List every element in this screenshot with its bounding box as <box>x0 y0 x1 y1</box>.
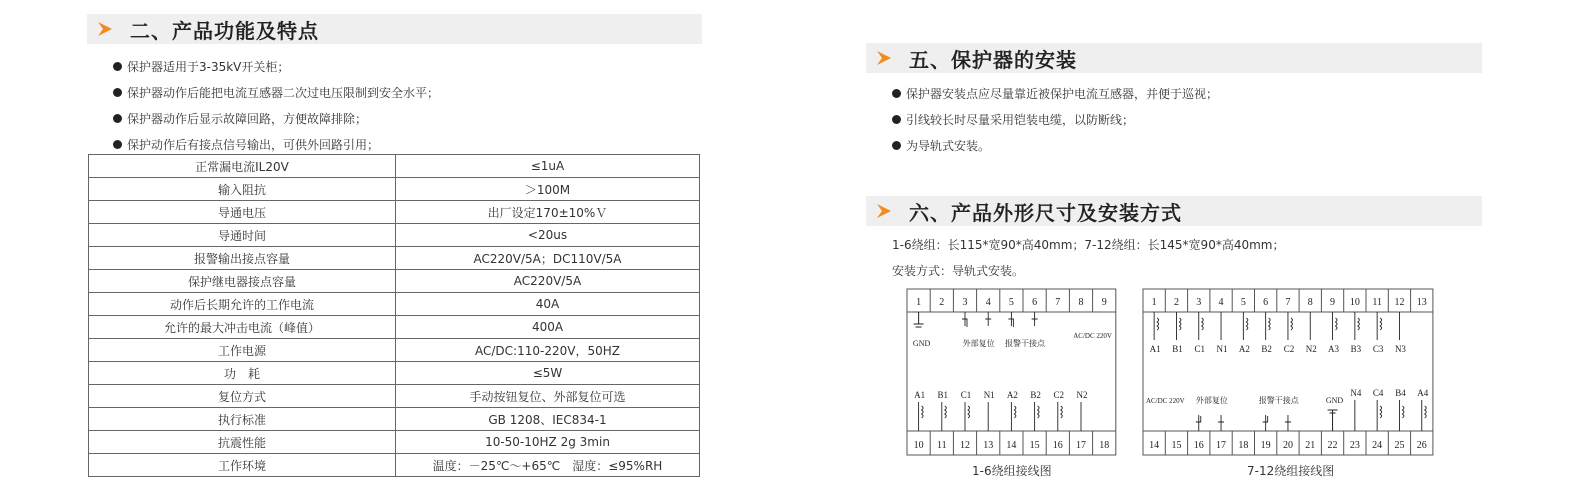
diagram-label: C1 <box>1194 344 1206 354</box>
table-cell-key: 报警输出接点容量 <box>89 247 396 270</box>
terminal-number: 15 <box>1171 440 1182 451</box>
section-6-header <box>866 196 1482 226</box>
diagram-label: 外部复位 <box>962 339 995 348</box>
table-cell-key: 动作后长期允许的工作电流 <box>89 293 396 316</box>
bullet-icon <box>113 140 122 149</box>
terminal-number: 11 <box>936 440 947 451</box>
terminal-number: 1 <box>916 297 922 308</box>
terminal-number: 25 <box>1394 440 1405 451</box>
diagram-label: N2 <box>1076 390 1088 400</box>
table-cell-key: 正常漏电流IL20V <box>89 155 396 178</box>
terminal-number: 17 <box>1076 440 1086 451</box>
table-row <box>89 362 700 385</box>
bullet-text: 保护器适用于3-35kV开关柜； <box>127 59 290 74</box>
table-cell-key: 导通时间 <box>89 224 396 247</box>
dimensions-text: 1-6绕组：长115*宽90*高40mm；7-12绕组：长145*宽90*高40mm； <box>892 238 1285 252</box>
terminal-number: 13 <box>1416 297 1427 308</box>
table-cell-value: GB 1208、IEC834-1 <box>396 408 700 431</box>
chevron-right-icon <box>875 202 893 220</box>
table-row <box>89 293 700 316</box>
table-cell-value: 400A <box>396 316 700 339</box>
diagram-label: N2 <box>1305 344 1317 354</box>
terminal-number: 5 <box>1240 297 1246 308</box>
table-cell-value: 手动按钮复位、外部复位可选 <box>396 385 700 408</box>
diagram-label: C4 <box>1372 388 1384 398</box>
diagram-label: GND <box>1325 396 1344 405</box>
terminal-number: 10 <box>913 440 924 451</box>
table-cell-value: AC220V/5A；DC110V/5A <box>396 247 700 270</box>
terminal-number: 18 <box>1238 440 1249 451</box>
diagram-label: AC/DC 220V <box>1145 397 1185 405</box>
table-cell-key: 导通电压 <box>89 201 396 224</box>
table-row <box>89 339 700 362</box>
terminal-number: 13 <box>983 440 994 451</box>
table-cell-value: 温度：－25℃～+65℃ 湿度：≤95%RH <box>396 454 700 477</box>
table-cell-key: 允许的最大冲击电流（峰值） <box>89 316 396 339</box>
list-item <box>892 132 1218 158</box>
terminal-number: 8 <box>1307 297 1313 308</box>
diagram-label: N1 <box>1216 344 1228 354</box>
bullet-icon <box>113 114 122 123</box>
table-cell-key: 输入阻抗 <box>89 178 396 201</box>
diagram-label: B2 <box>1030 390 1041 400</box>
bullet-text: 引线较长时尽量采用铠装电缆，以防断线； <box>906 112 1135 127</box>
terminal-number: 2 <box>1173 297 1179 308</box>
list-item <box>113 79 439 105</box>
table-cell-key: 功 耗 <box>89 362 396 385</box>
terminal-number: 2 <box>939 297 945 308</box>
table-cell-value: 40A <box>396 293 700 316</box>
chevron-right-icon <box>875 49 893 67</box>
terminal-number: 11 <box>1372 297 1382 308</box>
list-item <box>113 105 439 131</box>
section-5-header <box>866 43 1482 73</box>
diagram-label: B4 <box>1395 388 1406 398</box>
terminal-number: 3 <box>1196 297 1202 308</box>
table-row <box>89 454 700 477</box>
section-2-title: 二、产品功能及特点 <box>130 18 319 43</box>
terminal-number: 24 <box>1372 440 1383 451</box>
diagram-label: 外部复位 <box>1195 396 1228 405</box>
diagram-label: B1 <box>937 390 949 400</box>
terminal-number: 21 <box>1305 440 1316 451</box>
spec-table <box>88 154 700 477</box>
table-cell-key: 工作电源 <box>89 339 396 362</box>
section-6-title: 六、产品外形尺寸及安装方式 <box>909 200 1182 225</box>
diagram-label: AC/DC 220V <box>1073 332 1112 340</box>
install-method-text: 安装方式：导轨式安装。 <box>892 264 1025 278</box>
bullet-icon <box>113 62 122 71</box>
table-cell-key: 复位方式 <box>89 385 396 408</box>
wiring-diagram-2 <box>1142 288 1440 462</box>
table-cell-value: ＞100M <box>396 178 700 201</box>
list-item <box>892 80 1218 106</box>
bullet-icon <box>113 88 122 97</box>
diagram-label: A3 <box>1328 344 1340 354</box>
table-cell-key: 工作环境 <box>89 454 396 477</box>
terminal-number: 10 <box>1349 297 1360 308</box>
terminal-number: 4 <box>1218 297 1224 308</box>
terminal-number: 9 <box>1330 297 1336 308</box>
bullet-icon <box>892 89 901 98</box>
list-item <box>892 106 1218 132</box>
table-cell-key: 执行标准 <box>89 408 396 431</box>
terminal-number: 15 <box>1029 440 1040 451</box>
terminal-number: 6 <box>1263 297 1269 308</box>
diagram-label: C2 <box>1283 344 1295 354</box>
terminal-number: 5 <box>1008 297 1014 308</box>
table-cell-value: 10-50-10HZ 2g 3min <box>396 431 700 454</box>
table-row <box>89 431 700 454</box>
diagram-label: A2 <box>1006 390 1018 400</box>
diagram-label: A1 <box>1149 344 1161 354</box>
terminal-number: 16 <box>1052 440 1063 451</box>
section-2-header <box>87 14 702 44</box>
terminal-number: 16 <box>1193 440 1204 451</box>
table-row <box>89 224 700 247</box>
diagram-label: N3 <box>1394 344 1406 354</box>
bullet-icon <box>892 141 901 150</box>
diagram-label: A2 <box>1238 344 1250 354</box>
table-row <box>89 385 700 408</box>
diagram-label: C2 <box>1053 390 1065 400</box>
table-cell-value: AC/DC:110-220V，50HZ <box>396 339 700 362</box>
wiring-diagram-2-caption: 7-12绕组接线图 <box>1247 464 1335 478</box>
table-row <box>89 408 700 431</box>
bullet-icon <box>892 115 901 124</box>
diagram-label: C1 <box>960 390 972 400</box>
terminal-number: 20 <box>1282 440 1293 451</box>
section-5-title: 五、保护器的安装 <box>909 47 1077 72</box>
terminal-number: 6 <box>1032 297 1038 308</box>
diagram-label: C3 <box>1372 344 1384 354</box>
diagram-label: B2 <box>1261 344 1272 354</box>
terminal-number: 22 <box>1327 440 1338 451</box>
table-cell-key: 保护继电器接点容量 <box>89 270 396 293</box>
terminal-number: 8 <box>1078 297 1084 308</box>
terminal-number: 12 <box>960 440 970 451</box>
terminal-number: 14 <box>1149 440 1160 451</box>
table-row <box>89 247 700 270</box>
diagram-label: N4 <box>1350 388 1362 398</box>
diagram-label: B1 <box>1172 344 1183 354</box>
list-item <box>113 53 439 79</box>
table-cell-value: AC220V/5A <box>396 270 700 293</box>
terminal-number: 14 <box>1006 440 1017 451</box>
table-row <box>89 155 700 178</box>
table-cell-value: ≤1uA <box>396 155 700 178</box>
diagram-label: A1 <box>914 390 926 400</box>
section-2-bullet-list <box>113 53 439 157</box>
terminal-number: 7 <box>1055 297 1061 308</box>
bullet-text: 保护器动作后能把电流互感器二次过电压限制到安全水平； <box>127 85 440 100</box>
diagram-label: 报警干接点 <box>1258 396 1299 405</box>
bullet-text: 保护器动作后显示故障回路，方便故障排除； <box>127 111 368 126</box>
table-row <box>89 178 700 201</box>
diagram-label: N1 <box>983 390 995 400</box>
bullet-text: 保护动作后有接点信号输出，可供外回路引用； <box>127 137 380 152</box>
table-cell-value: 出厂设定170±10%Ｖ <box>396 201 700 224</box>
chevron-right-icon <box>96 20 114 38</box>
diagram-label: A4 <box>1417 388 1429 398</box>
terminal-number: 1 <box>1151 297 1157 308</box>
table-cell-key: 抗震性能 <box>89 431 396 454</box>
terminal-number: 4 <box>985 297 991 308</box>
wiring-diagram-1 <box>906 288 1120 462</box>
terminal-number: 18 <box>1099 440 1110 451</box>
bullet-text: 为导轨式安装。 <box>906 138 991 153</box>
table-row <box>89 270 700 293</box>
table-row <box>89 316 700 339</box>
terminal-number: 23 <box>1349 440 1360 451</box>
bullet-text: 保护器安装点应尽量靠近被保护电流互感器，并便于巡视； <box>906 86 1219 101</box>
table-cell-value: ≤5W <box>396 362 700 385</box>
terminal-number: 17 <box>1216 440 1227 451</box>
diagram-label: 报警干接点 <box>1005 339 1045 348</box>
terminal-number: 19 <box>1260 440 1271 451</box>
diagram-label: GND <box>912 339 931 348</box>
terminal-number: 26 <box>1416 440 1427 451</box>
terminal-number: 7 <box>1285 297 1291 308</box>
terminal-number: 3 <box>962 297 968 308</box>
diagram-label: B3 <box>1350 344 1362 354</box>
wiring-diagram-1-caption: 1-6绕组接线图 <box>972 464 1052 478</box>
table-cell-value: <20us <box>396 224 700 247</box>
section-5-bullet-list <box>892 80 1218 158</box>
table-row <box>89 201 700 224</box>
terminal-number: 12 <box>1394 297 1405 308</box>
terminal-number: 9 <box>1101 297 1107 308</box>
